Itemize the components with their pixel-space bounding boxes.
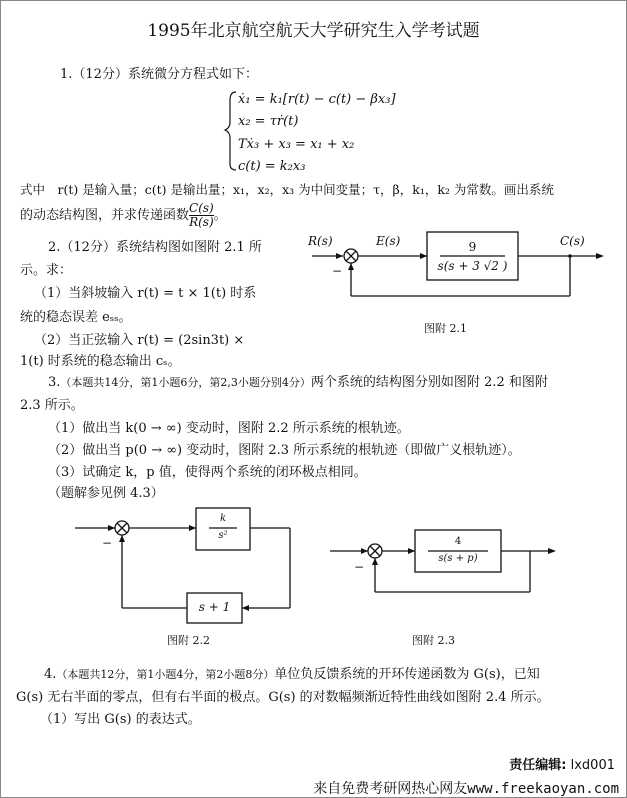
fig23-denominator: s(s + p) <box>438 553 478 564</box>
q3-number: 3. <box>48 375 61 390</box>
q3-line-1: 2.3 所示。 <box>20 398 84 413</box>
fig23-minus-sign: − <box>354 560 365 574</box>
q1-heading: 1.（12分）系统微分方程式如下： <box>60 67 258 82</box>
source-text: 来自免费考研网热心网友 <box>313 781 468 797</box>
q4-line-2: （1）写出 G(s) 的表达式。 <box>40 712 201 727</box>
q2-line-2: 示。求： <box>20 263 73 278</box>
q3-line-2: （1）做出当 k(0 → ∞) 变动时，图附 2.2 所示系统的根轨迹。 <box>48 421 410 436</box>
editor-credit <box>509 754 615 773</box>
fig21-error-label: E(s) <box>376 234 401 248</box>
q3-line-3: （2）做出当 p(0 → ∞) 变动时，图附 2.3 所示系统的根轨迹（即做广义根轨迹）。 <box>48 443 521 458</box>
q3-heading-text: 两个系统的结构图分别如图附 2.2 和图附 <box>310 375 548 390</box>
q2-line-5: （2）当正弦输入 r(t) = (2sin3t) × <box>34 333 245 348</box>
fig21-output-label: C(s) <box>560 234 585 248</box>
q1-eq-4: c(t) = k₂x₃ <box>238 159 306 174</box>
q4-points: （本题共12分，第1小题4分，第2小题8分） <box>56 668 275 681</box>
q4-heading <box>44 667 540 683</box>
fig22-fwd-numerator: k <box>219 513 227 524</box>
frac-denominator: R(s) <box>189 215 214 229</box>
fig21-denominator: s(s + 3 √2 ) <box>437 259 508 273</box>
fig22-caption: 图附 2.2 <box>167 634 210 647</box>
q1-text-1: 式中 r(t) 是输入量；c(t) 是输出量；x₁，x₂，x₃ 为中间变量；τ，β，k₁，k₂ 为常数。画出系统 <box>20 182 554 197</box>
q2-line-4: 统的稳态误差 eₛₛ。 <box>20 310 132 325</box>
fig21-numerator: 9 <box>468 240 477 254</box>
q2-line-6: 1(t) 时系统的稳态输出 cₛ。 <box>20 354 181 369</box>
source-url[interactable]: www.freekaoyan.com <box>467 781 619 797</box>
fig22-fwd-denominator: s² <box>218 530 228 541</box>
q1-eq-2: x₂ = τṙ(t) <box>238 114 299 129</box>
source-credit <box>313 778 619 798</box>
q1-eq-1: ẋ₁ = k₁[r(t) − c(t) − βx₃] <box>238 92 396 107</box>
q4-heading-text: 单位负反馈系统的开环传递函数为 G(s)，已知 <box>274 667 540 682</box>
frac-numerator: C(s) <box>189 201 214 215</box>
fig22-minus-sign: − <box>102 536 113 550</box>
editor-label: 责任编辑: <box>509 758 567 773</box>
fig21-caption: 图附 2.1 <box>424 322 467 335</box>
q3-line-4: （3）试确定 k，p 值，使得两个系统的闭环极点相同。 <box>48 465 367 480</box>
q1-text-2-start: 的动态结构图，并求传递函数 <box>20 208 190 223</box>
fig23-caption: 图附 2.3 <box>412 634 455 647</box>
fig21-input-label: R(s) <box>308 234 333 248</box>
fig22-feedback-block: s + 1 <box>198 600 231 614</box>
q1-text-2-end: 。 <box>213 208 227 223</box>
q4-line-1: G(s) 无右半面的零点，但有右半面的极点。G(s) 的对数幅频渐近特性曲线如图附 2.4 所示。 <box>16 690 550 705</box>
fig21-minus-sign: − <box>332 264 343 278</box>
page-title: 1995年北京航空航天大学研究生入学考试题 <box>147 21 480 41</box>
editor-name: lxd001 <box>570 758 615 773</box>
q4-number: 4. <box>44 667 57 682</box>
q1-eq-3: Tẋ₃ + x₃ = x₁ + x₂ <box>238 137 355 152</box>
fig23-numerator: 4 <box>454 536 462 547</box>
q3-points: （本题共14分，第1小题6分，第2,3小题分别4分） <box>60 376 311 389</box>
q2-line-1: 2.（12分）系统结构图如图附 2.1 所 <box>48 240 262 255</box>
q2-line-3: （1）当斜坡输入 r(t) = t × 1(t) 时系 <box>34 286 257 301</box>
q3-line-5: （题解参见例 4.3） <box>48 486 164 501</box>
